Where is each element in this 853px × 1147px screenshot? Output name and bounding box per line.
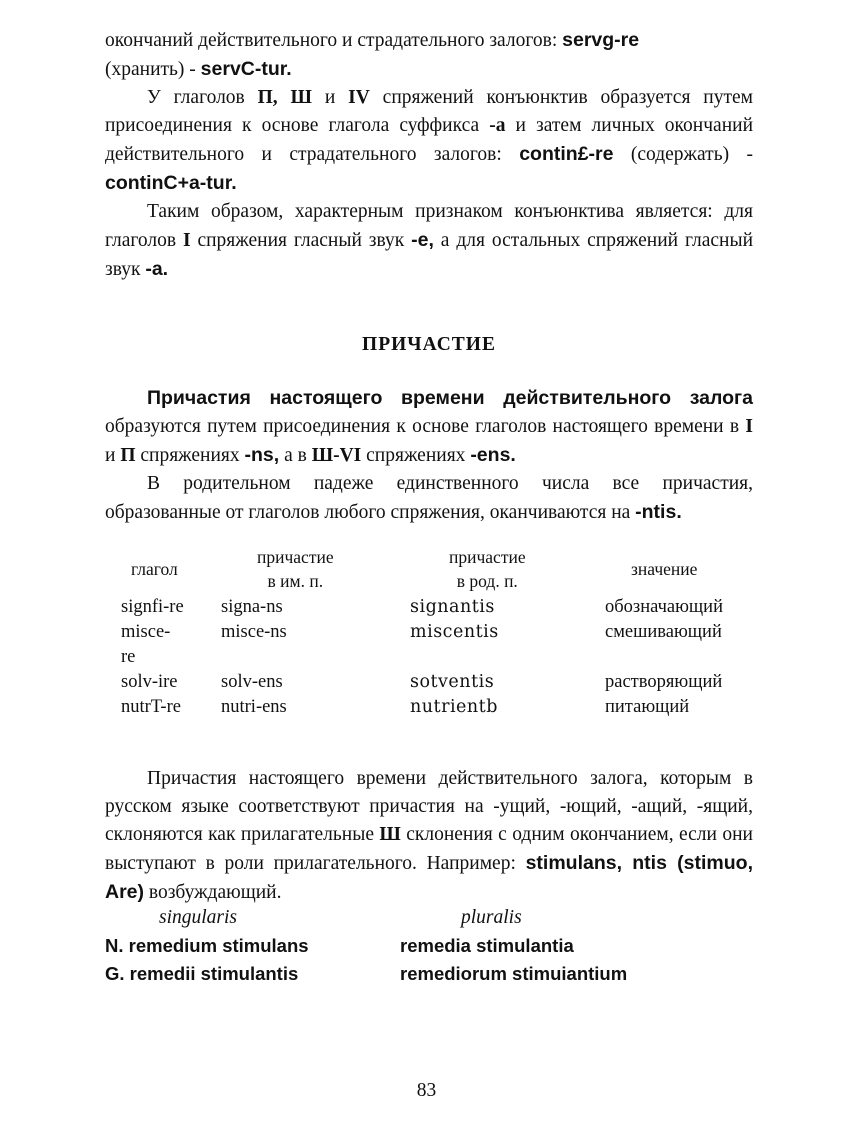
term: contin£-re xyxy=(519,143,614,165)
header-meaning: значение xyxy=(631,559,698,579)
paragraph-participles xyxy=(105,765,753,907)
intro-paragraph-1 xyxy=(105,26,753,84)
cell-genitive: sotventis xyxy=(410,672,495,692)
term: I xyxy=(745,416,753,437)
term: П xyxy=(120,445,136,466)
text: Таким образом, характерным признаком конъюнктива является: для глаголов xyxy=(105,201,753,251)
text: окончаний действительного и страдательного залогов: xyxy=(105,30,563,51)
intro-paragraph-2 xyxy=(105,84,753,198)
cell-genitive: signantis xyxy=(410,597,495,617)
text: и xyxy=(105,445,121,466)
header-line: в им. п. xyxy=(267,571,324,591)
cell-verb-continued: re xyxy=(121,647,136,667)
term: I xyxy=(182,230,191,251)
intro-paragraph-3 xyxy=(105,198,753,284)
cell-genitive: miscentis xyxy=(410,622,499,642)
text: и затем личных окончаний действительного и страдательного залогов: xyxy=(105,115,753,165)
cell-nominative: nutri-ens xyxy=(221,697,287,717)
term: -а xyxy=(489,115,506,136)
text: спряжений конъюнктив образуется путем присоединения к основе глагола суффикса xyxy=(105,87,753,136)
participle-table xyxy=(105,545,753,741)
cell-genitive: nutrientb xyxy=(410,697,498,717)
term: stimulans, ntis (stimuo, Are) xyxy=(105,852,754,903)
term: -ns, xyxy=(244,444,280,466)
cell-meaning: питающий xyxy=(605,697,690,717)
term: IV xyxy=(348,87,370,108)
term: -а. xyxy=(145,258,169,280)
text: спряжениях xyxy=(135,445,245,466)
text: склонения с одним окончанием, если они выступают в роли прилагательного. Например: xyxy=(105,824,753,874)
section-paragraph-2 xyxy=(105,470,753,527)
term: -ntis. xyxy=(635,501,682,523)
text: и xyxy=(311,87,349,108)
cell-verb: signfi-re xyxy=(121,597,184,617)
term: continC+a-tur. xyxy=(105,172,237,194)
text: У глаголов xyxy=(147,87,258,108)
label-singularis: singularis xyxy=(159,907,238,928)
cell-nominative: misce-ns xyxy=(221,622,287,642)
header-line: причастие xyxy=(449,547,526,567)
cell-meaning: растворяющий xyxy=(605,672,723,692)
text: (содержать) - xyxy=(613,144,753,165)
cell-verb: solv-ire xyxy=(121,672,178,692)
section-paragraph-1 xyxy=(105,384,753,470)
text: Причастия настоящего времени действительного залога, которым в русском языке соответствуют причастия на -ущий, -ющий, -ащий, -ящий, склоняются как прилагательные xyxy=(105,768,753,845)
nominative-plural: remedia stimulantia xyxy=(400,935,574,956)
text: а для остальных спряжений гласный звук xyxy=(105,230,754,280)
genitive-plural: remediorum stimuiantium xyxy=(400,963,628,984)
text: возбуждающий. xyxy=(144,882,282,903)
label-pluralis: pluralis xyxy=(461,907,522,928)
text: спряжениях xyxy=(361,445,471,466)
text: В родительном падеже единственного числа все причастия, образованные от глаголов любого спряжения, оканчиваются на xyxy=(105,473,753,523)
header-genitive xyxy=(449,545,526,593)
term: Ш xyxy=(379,824,401,845)
page-content xyxy=(105,26,753,991)
header-nominative xyxy=(257,545,334,593)
term: -е, xyxy=(411,229,434,251)
term: servC-tur. xyxy=(200,58,292,80)
page-number: 83 xyxy=(416,1080,437,1101)
header-verb: глагол xyxy=(131,559,178,579)
term: servg-re xyxy=(562,29,640,51)
cell-verb: nutrT-re xyxy=(121,697,181,717)
term: Причастия настоящего времени действительного залога xyxy=(147,387,753,409)
cell-nominative: signa-ns xyxy=(221,597,283,617)
text: а в xyxy=(279,445,312,466)
term: П, Ш xyxy=(257,87,312,108)
section-heading: ПРИЧАСТИЕ xyxy=(362,334,496,355)
term: -ens. xyxy=(470,444,516,466)
genitive-singular: G. remedii stimulantis xyxy=(105,963,299,984)
text: спряжения гласный звук xyxy=(190,230,412,251)
nominative-singular: N. remedium stimulans xyxy=(105,935,309,956)
cell-verb: misce- xyxy=(121,622,171,642)
cell-meaning: обозначающий xyxy=(605,597,723,617)
declension-example xyxy=(105,907,753,991)
text: образуются путем присоединения к основе глаголов настоящего времени в xyxy=(105,416,746,437)
cell-nominative: solv-ens xyxy=(221,672,283,692)
header-line: в род. п. xyxy=(456,571,518,591)
text: (хранить) - xyxy=(105,59,201,80)
header-line: причастие xyxy=(257,547,334,567)
term: Ш-VI xyxy=(311,445,362,466)
cell-meaning: смешивающий xyxy=(605,622,722,642)
